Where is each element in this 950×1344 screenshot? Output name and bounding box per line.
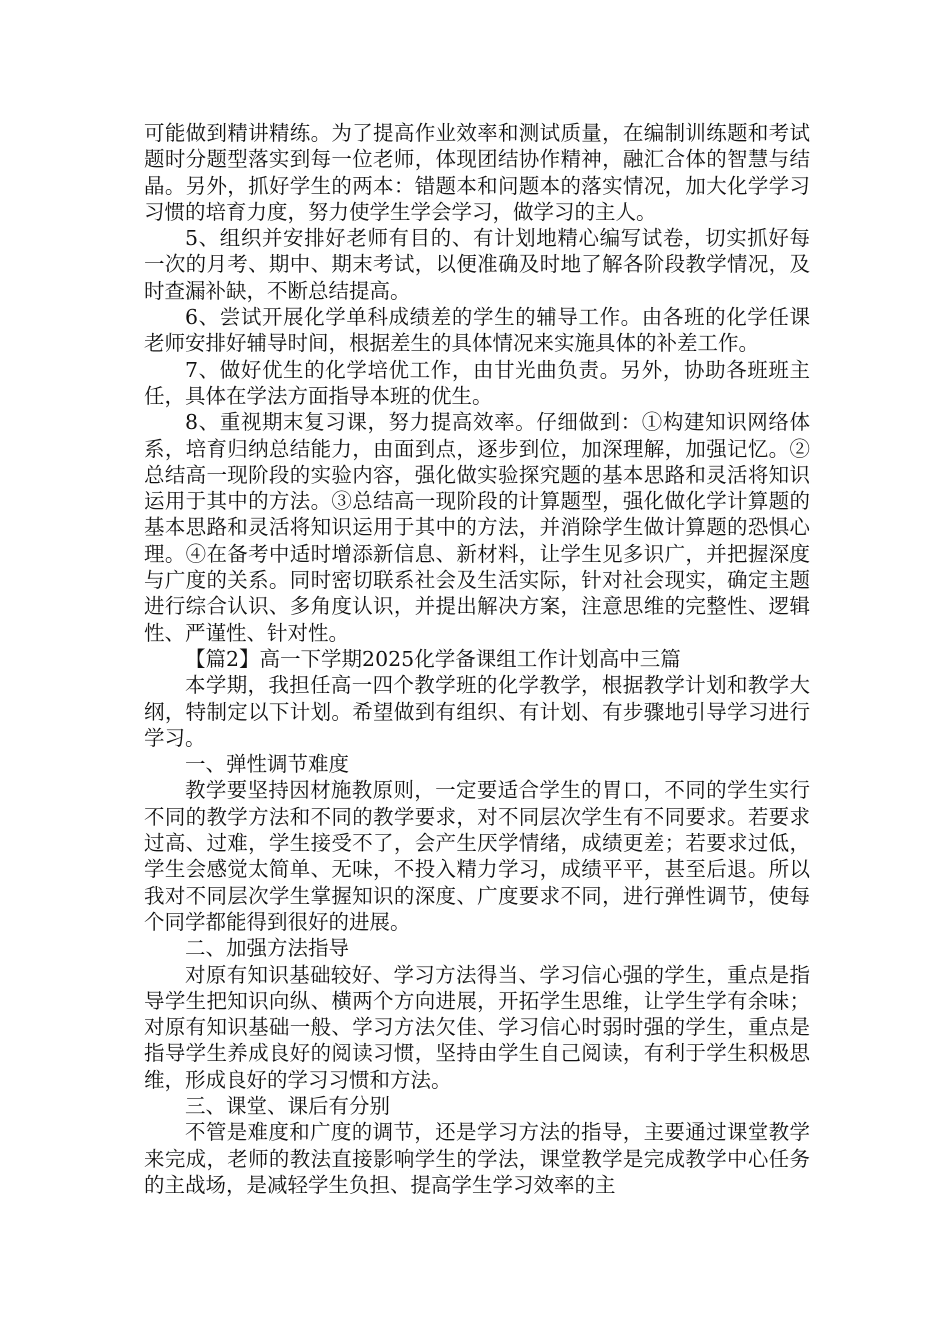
paragraph-heading-1-body: 教学要坚持因材施教原则，一定要适合学生的胃口，不同的学生实行不同的教学方法和不同的教学要求，对不同层次学生有不同要求。若要求过高、过难，学生接受不了，会产生厌学情绪，成绩更差；若要求过低，学生会感觉太简单、无味，不投入精力学习，成绩平平，甚至后退。所以我对不同层次学生掌握知识的深度、广度要求不同，进行弹性调节，使每个同学都能得到很好的进展。: [144, 778, 810, 934]
heading-3: 三、课堂、课后有分别: [185, 1093, 390, 1118]
paragraph-heading-3-body: 不管是难度和广度的调节，还是学习方法的指导，主要通过课堂教学来完成，老师的教法直接影响学生的学法，课堂教学是完成教学中心任务的主战场，是减轻学生负担、提高学生学习效率的主: [144, 1120, 810, 1197]
section-title: 【篇2】高一下学期2025化学备课组工作计划高中三篇: [185, 646, 681, 671]
paragraph-item-5: 5、组织并安排好老师有目的、有计划地精心编写试卷，切实抓好每一次的月考、期中、期末考试，以便准确及时地了解各阶段教学情况，及时查漏补缺，不断总结提高。: [144, 226, 810, 303]
document-body: [144, 120, 810, 1198]
paragraph-continuation: 可能做到精讲精练。为了提高作业效率和测试质量，在编制训练题和考试题时分题型落实到每一位老师，体现团结协作精神，融汇合体的智慧与结晶。另外，抓好学生的两本：错题本和问题本的落实情况，加大化学学习习惯的培育力度，努力使学生学会学习，做学习的主人。: [144, 121, 810, 224]
heading-2: 二、加强方法指导: [185, 936, 349, 961]
paragraph-item-6: 6、尝试开展化学单科成绩差的学生的辅导工作。由各班的化学任课老师安排好辅导时间，根据差生的具体情况来实施具体的补差工作。: [144, 305, 810, 356]
heading-1: 一、弹性调节难度: [185, 752, 349, 777]
paragraph-heading-2-body: 对原有知识基础较好、学习方法得当、学习信心强的学生，重点是指导学生把知识向纵、横两个方向进展，开拓学生思维，让学生学有余味；对原有知识基础一般、学习方法欠佳、学习信心时弱时强的学生，重点是指导学生养成良好的阅读习惯，坚持由学生自己阅读，有利于学生积极思维，形成良好的学习习惯和方法。: [144, 962, 810, 1092]
paragraph-item-8: 8、重视期末复习课，努力提高效率。仔细做到：①构建知识网络体系，培育归纳总结能力，由面到点，逐步到位，加深理解，加强记忆。②总结高一现阶段的实验内容，强化做实验探究题的基本思路和灵活将知识运用于其中的方法。③总结高一现阶段的计算题型，强化做化学计算题的基本思路和灵活将知识运用于其中的方法，并消除学生做计算题的恐惧心理。④在备考中适时增添新信息、新材料，让学生见多识广，并把握深度与广度的关系。同时密切联系社会及生活实际，针对社会现实，确定主题进行综合认识、多角度认识，并提出解决方案，注意思维的完整性、逻辑性、严谨性、针对性。: [144, 410, 810, 645]
paragraph-intro: 本学期，我担任高一四个教学班的化学教学，根据教学计划和教学大纲，特制定以下计划。希望做到有组织、有计划、有步骤地引导学习进行学习。: [144, 673, 810, 750]
paragraph-item-7: 7、做好优生的化学培优工作，由甘光曲负责。另外，协助各班班主任，具体在学法方面指导本班的优生。: [144, 357, 810, 408]
